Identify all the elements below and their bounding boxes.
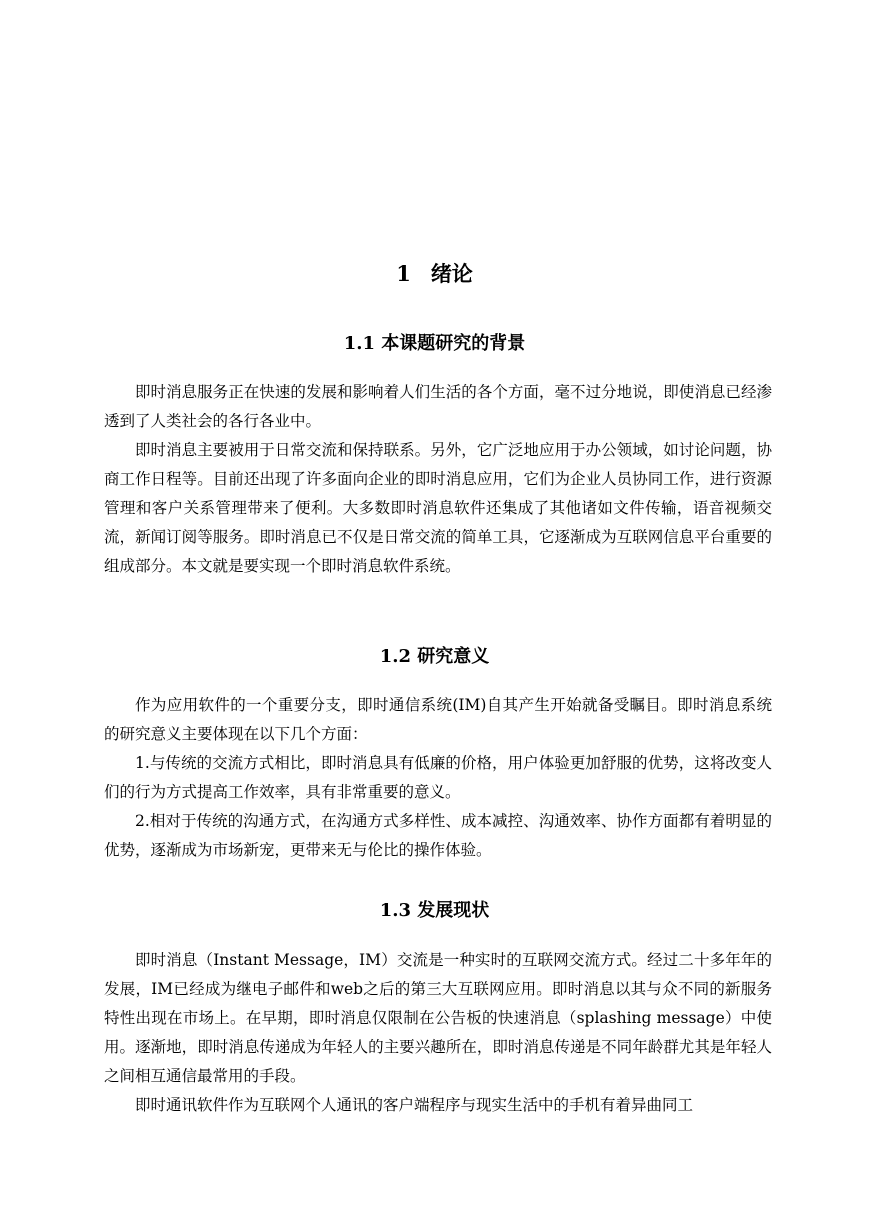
paragraph: 即时通讯软件作为互联网个人通讯的客户端程序与现实生活中的手机有着异曲同工 bbox=[135, 1096, 694, 1114]
paragraph: 即时消息（Instant Message，IM）交流是一种实时的互联网交流方式。经过二十多年年的发展，IM已经成为继电子邮件和web之后的第三大互联网应用。即时消息以其与众不同的新服务特性出现在市场上。在早期，即时消息仅限制在公告板的快速消息（splashing message）中使用。逐渐地，即时消息传递成为年轻人的主要兴趣所在，即时消息传递是不同年龄群尤其是年轻人之间相互通信最常用的手段。 bbox=[104, 951, 772, 1085]
chapter-number: 1 bbox=[396, 261, 411, 286]
paragraph: 2.相对于传统的沟通方式，在沟通方式多样性、成本减控、沟通效率、协作方面都有着明显的优势，逐渐成为市场新宠，更带来无与伦比的操作体验。 bbox=[104, 812, 772, 859]
section-heading-1-1: 1.1 本课题研究的背景 bbox=[343, 333, 526, 354]
section-heading-1-2: 1.2 研究意义 bbox=[379, 646, 490, 667]
paragraph: 作为应用软件的一个重要分支，即时通信系统(IM)自其产生开始就备受瞩目。即时消息系统的研究意义主要体现在以下几个方面： bbox=[104, 696, 772, 743]
section-heading-1-3: 1.3 发展现状 bbox=[379, 900, 490, 921]
paragraph: 即时消息服务正在快速的发展和影响着人们生活的各个方面，毫不过分地说，即使消息已经渗透到了人类社会的各行各业中。 bbox=[104, 383, 772, 430]
chapter-name: 绪论 bbox=[430, 261, 473, 286]
paragraph: 即时消息主要被用于日常交流和保持联系。另外，它广泛地应用于办公领域，如讨论问题，协商工作日程等。目前还出现了许多面向企业的即时消息应用，它们为企业人员协同工作，进行资源管理和客户关系管理带来了便利。大多数即时消息软件还集成了其他诸如文件传输，语音视频交流，新闻订阅等服务。即时消息已不仅是日常交流的简单工具，它逐渐成为互联网信息平台重要的组成部分。本文就是要实现一个即时消息软件系统。 bbox=[104, 441, 772, 575]
paragraph: 1.与传统的交流方式相比，即时消息具有低廉的价格，用户体验更加舒服的优势，这将改变人们的行为方式提高工作效率，具有非常重要的意义。 bbox=[104, 754, 772, 801]
chapter-title bbox=[0, 258, 869, 290]
